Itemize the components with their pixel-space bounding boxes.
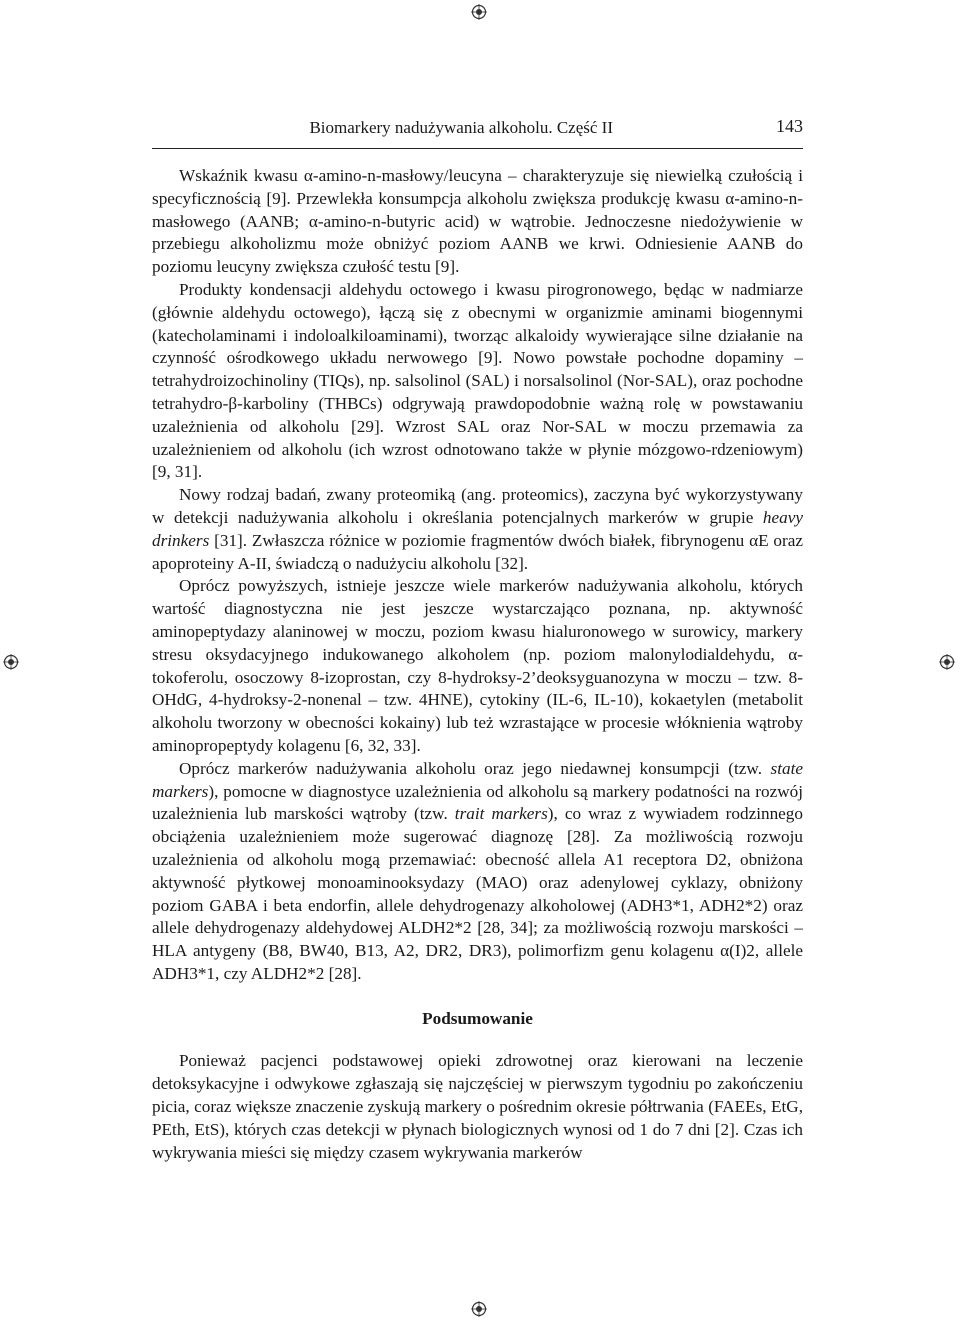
- paragraph-trait-text-c: ), co wraz z wywiadem rodzinnego obciążenia uzależnieniem może sugerować diagnozę [28]. Za możliwością rozwoju uzależnienia od alkoholu mogą przemawiać: obecność allela A1 receptora D2, obniżona aktywność płytkowej monoaminooksydazy (MAO) oraz adenylowej cyklazy, obniżony poziom GABA i beta endorfin, allele dehydrogenazy alkoholowej (ADH3*1, ADH2*2) oraz allele dehydrogenazy aldehydowej ALDH2*2 [28, 34]; za możliwością rozwoju marskości – HLA antygeny (B8, BW40, B13, A2, DR2, DR3), polimorfizm genu kolagenu α(I)2, allele ADH3*1, czy ALDH2*2 [28].: [152, 804, 803, 983]
- running-title: Biomarkery nadużywania alkoholu. Część II: [309, 118, 613, 137]
- registration-mark-right-icon: [939, 654, 955, 670]
- paragraph-trait-text-b: ), pomocne w diagnostyce uzależnienia od alkoholu są markery podatności na rozwój uzależnienia lub marskości wątroby (tzw.: [152, 781, 803, 824]
- term-state-markers: state markers: [152, 758, 803, 801]
- term-trait-markers: trait markers: [454, 804, 548, 824]
- paragraph-proteomics-text-a: Nowy rodzaj badań, zwany proteomiką (ang. proteomics), zaczyna być wykorzystywany w detekcji nadużywania alkoholu i określania potencjalnych markerów w grupie: [152, 485, 803, 527]
- paragraph-trait-text-a: Oprócz markerów nadużywania alkoholu oraz jego niedawnej konsumpcji (tzw.: [179, 758, 771, 778]
- registration-mark-bottom-icon: [471, 1301, 487, 1317]
- paragraph-trait-markers: [152, 758, 803, 986]
- registration-mark-top-icon: [471, 4, 487, 20]
- section-heading-summary: Podsumowanie: [422, 1008, 533, 1028]
- body-text: [152, 165, 803, 1164]
- paragraph-aanb: Wskaźnik kwasu α-amino-n-masłowy/leucyna – charakteryzuje się niewielką czułością i specyficznością [9]. Przewlekła konsumpcja alkoholu zwiększa produkcję kwasu α-amino-n-masłowego (AANB; α-amino-n-butyric acid) w wątrobie. Jednoczesne niedożywienie w przebiegu alkoholizmu może obniżyć poziom AANB we krwi. Odniesienie AANB do poziomu leucyny zwiększa czułość testu [9].: [152, 166, 803, 277]
- page-number: 143: [776, 116, 803, 136]
- registration-mark-left-icon: [3, 654, 19, 670]
- paragraph-proteomics: [152, 484, 803, 575]
- running-head: [152, 115, 803, 141]
- header-rule: [152, 148, 803, 149]
- term-heavy-drinkers: heavy drinkers: [152, 507, 803, 550]
- paragraph-proteomics-text-b: [31]. Zwłaszcza różnice w poziomie fragmentów dwóch białek, fibrynogenu αE oraz apoproteiny A-II, świadczą o nadużyciu alkoholu [32].: [152, 530, 803, 573]
- paragraph-condensation-products: Produkty kondensacji aldehydu octowego i kwasu pirogronowego, będąc w nadmiarze (głównie aldehydu octowego), łączą się z obecnymi w organizmie aminami biogennymi (katecholaminami i indoloalkiloaminami), tworząc alkaloidy wywierające silne działanie na czynność ośrodkowego układu nerwowego [9]. Nowo powstałe pochodne dopaminy – tetrahydroizochinoliny (TIQs), np. salsolinol (SAL) i norsalsolinol (Nor-SAL), oraz pochodne tetrahydro-β-karboliny (THBCs) odgrywają prawdopodobnie ważną rolę w powstawaniu uzależnienia od alkoholu [29]. Wzrost SAL oraz Nor-SAL w moczu przemawia za uzależnieniem od alkoholu (ich wzrost odnotowano także w płynie mózgowo-rdzeniowym) [9, 31].: [152, 279, 803, 482]
- paragraph-summary: Ponieważ pacjenci podstawowej opieki zdrowotnej oraz kierowani na leczenie detoksykacyjne i odwykowe zgłaszają się najczęściej w pierwszym tygodniu po zakończeniu picia, coraz większe znaczenie zyskują markery o pośrednim okresie półtrwania (FAEEs, EtG, PEth, EtS), których czas detekcji w płynach biologicznych wynosi od 1 do 7 dni [2]. Czas ich wykrywania mieści się między czasem wykrywania markerów: [152, 1051, 803, 1162]
- paragraph-other-markers: Oprócz powyższych, istnieje jeszcze wiele markerów nadużywania alkoholu, których wartość diagnostyczna nie jest jeszcze wystarczająco poznana, np. aktywność aminopeptydazy alaninowej w moczu, poziom kwasu hialuronowego w surowicy, markery stresu oksydacyjnego indukowanego alkoholem (np. poziom malonylodialdehydu, α-tokoferolu, osoczowy 8-izoprostan, czy 8-hydroksy-2’deoksyguanozyna w moczu – tzw. 8-OHdG, 4-hydroksy-2-nonenal – tzw. 4HNE), cytokiny (IL-6, IL-10), kokaetylen (metabolit alkoholu tworzony w obecności kokainy) lub też wzrastające w procesie włóknienia wątroby aminopropeptydy kolagenu [6, 32, 33].: [152, 576, 803, 755]
